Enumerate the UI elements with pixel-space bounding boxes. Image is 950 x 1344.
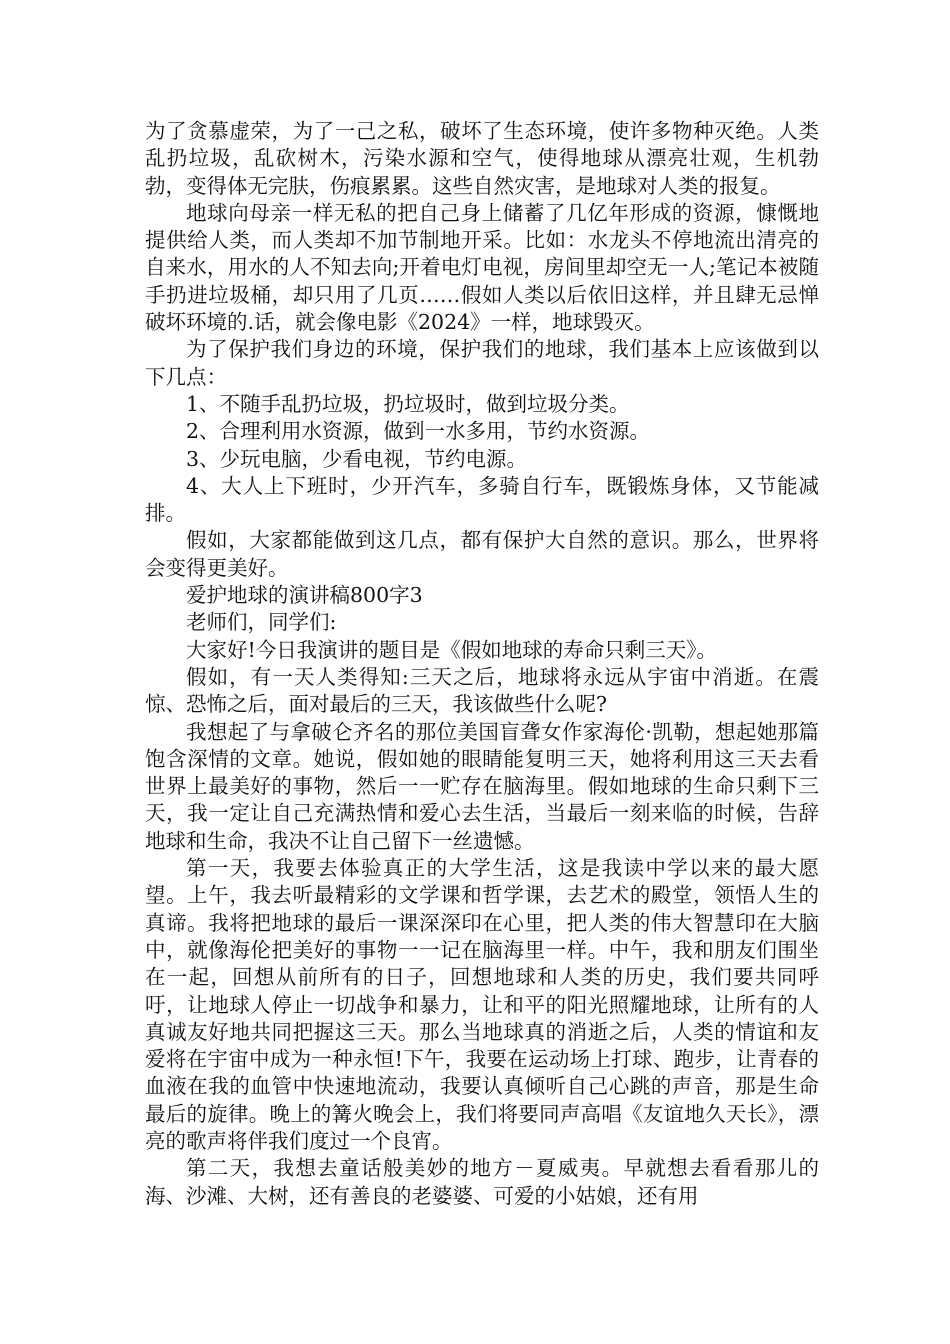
paragraph-4: 假如，大家都能做到这几点，都有保护大自然的意识。那么，世界将会变得更美好。 — [145, 528, 819, 580]
list-item-4: 4、大人上下班时，少开汽车，多骑自行车，既锻炼身体，又节能减排。 — [145, 473, 819, 526]
greeting: 大家好!今日我演讲的题目是《假如地球的寿命只剩三天》。 — [186, 637, 717, 662]
paragraph-1: 为了贪慕虚荣，为了一己之私，破坏了生态环境，使许多物种灭绝。人类乱扔垃圾，乱砍树木，污染水源和空气，使得地球从漂亮壮观，生机勃勃，变得体无完肤，伤痕累累。这些自然灾害，是地球对人类的报复。 — [145, 119, 819, 198]
paragraph-6: 我想起了与拿破仑齐名的那位美国盲聋女作家海伦·凯勒，想起她那篇饱含深情的文章。她说，假如她的眼睛能复明三天，她将利用这三天去看世界上最美好的事物，然后一一贮存在脑海里。假如地球的生命只剩下三天，我一定让自己充满热情和爱心去生活，当最后一刻来临的时候，告辞地球和生命，我决不让自己留下一丝遗憾。 — [145, 719, 819, 853]
document-page — [145, 118, 819, 1210]
paragraph-2: 地球向母亲一样无私的把自己身上储蓄了几亿年形成的资源，慷慨地提供给人类，而人类却不加节制地开采。比如：水龙头不停地流出清亮的自来水，用水的人不知去向;开着电灯电视，房间里却空无一人;笔记本被随手扔进垃圾桶，却只用了几页……假如人类以后依旧这样，并且肆无忌惮破坏环境的.话，就会像电影《2024》一样，地球毁灭。 — [145, 200, 819, 335]
paragraph-5: 假如，有一天人类得知:三天之后，地球将永远从宇宙中消逝。在震惊、恐怖之后，面对最后的三天，我该做些什么呢? — [145, 664, 819, 717]
section-heading: 爱护地球的演讲稿800字3 — [186, 583, 423, 608]
paragraph-8: 第二天，我想去童话般美妙的地方－夏威夷。早就想去看看那儿的海、沙滩、大树，还有善良的老婆婆、可爱的小姑娘，还有用 — [145, 1156, 819, 1208]
paragraph-7: 第一天，我要去体验真正的大学生活，这是我读中学以来的最大愿望。上午，我去听最精彩的文学课和哲学课，去艺术的殿堂，领悟人生的真谛。我将把地球的最后一课深深印在心里，把人类的伟大智慧印在大脑中，就像海伦把美好的事物一一记在脑海里一样。中午，我和朋友们围坐在一起，回想从前所有的日子，回想地球和人类的历史，我们要共同呼吁，让地球人停止一切战争和暴力，让和平的阳光照耀地球，让所有的人真诚友好地共同把握这三天。那么当地球真的消逝之后，人类的情谊和友爱将在宇宙中成为一种永恒!下午，我要在运动场上打球、跑步，让青春的血液在我的血管中快速地流动，我要认真倾听自己心跳的声音，那是生命最后的旋律。晚上的篝火晚会上，我们将要同声高唱《友谊地久天长》，漂亮的歌声将伴我们度过一个良宵。 — [145, 856, 819, 1153]
list-item-3: 3、少玩电脑，少看电视，节约电源。 — [186, 446, 528, 471]
salutation: 老师们，同学们: — [186, 610, 337, 635]
paragraph-3: 为了保护我们身边的环境，保护我们的地球，我们基本上应该做到以下几点： — [145, 337, 819, 389]
list-item-2: 2、合理利用水资源，做到一水多用，节约水资源。 — [186, 419, 651, 444]
list-item-1: 1、不随手乱扔垃圾，扔垃圾时，做到垃圾分类。 — [186, 391, 630, 416]
